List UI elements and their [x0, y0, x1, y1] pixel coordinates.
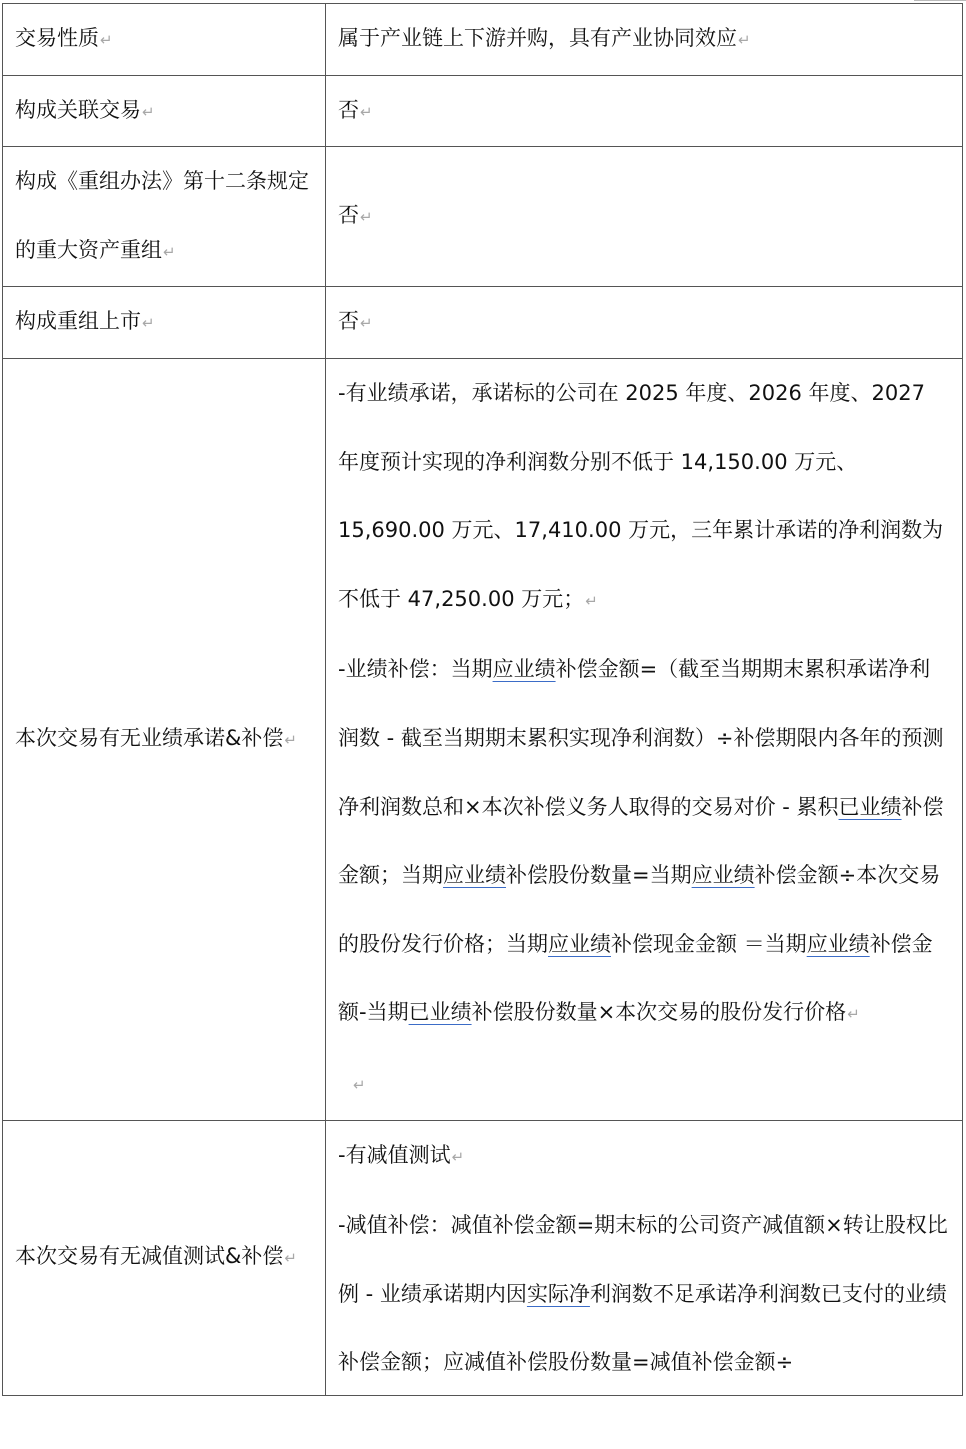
compensation-text: 补偿股份数量=当期 [506, 863, 692, 888]
row-value: 否 [338, 97, 359, 122]
underlined-term: 应业绩 [548, 931, 611, 956]
value-cell [326, 147, 963, 287]
paragraph-mark-icon: ↵ [847, 1005, 860, 1024]
impairment-content [338, 1121, 950, 1395]
compensation-text: 补偿金额-当期 [338, 931, 933, 1025]
commitment-text: -有业绩承诺，承诺标的公司在 2025 年度、2026 年度、2027 年度预计实现的净利润数分别不低于 14,150.00 万元、15,690.00 万元、17,410.00 万元，三年累计承诺的净利润数为不低于 47,250.00 万元； [338, 380, 944, 611]
label-cell [3, 358, 326, 1120]
compensation-text: 补偿金额；当期 [338, 794, 944, 888]
paragraph-mark-icon: ↵ [360, 208, 373, 227]
paragraph-mark-icon: ↵ [142, 314, 155, 333]
label-cell [3, 147, 326, 287]
row-label: 构成《重组办法》第十二条规定的重大资产重组 [15, 169, 309, 262]
compensation-paragraph [338, 635, 950, 1049]
row-label: 本次交易有无减值测试&补偿 [15, 1244, 284, 1269]
commitment-paragraph [338, 359, 950, 635]
paragraph-mark-icon: ↵ [284, 1249, 297, 1268]
paragraph-mark-icon: ↵ [360, 102, 373, 121]
table-row [3, 358, 963, 1120]
underlined-term: 应业绩 [806, 931, 870, 956]
empty-paragraph [338, 1049, 950, 1120]
row-label: 交易性质 [15, 26, 99, 50]
label-cell [3, 75, 326, 147]
row-label: 构成重组上市 [15, 309, 141, 334]
impairment-test-text: -有减值测试 [338, 1142, 451, 1167]
value-cell [326, 75, 963, 147]
page-edge-line [914, 0, 966, 1]
impairment-compensation-paragraph [338, 1191, 950, 1394]
table-row [3, 4, 963, 76]
value-cell [326, 287, 963, 359]
impairment-text: -减值补偿：减值补偿金额=期末标的公司资产减值额×转让股权比例 - 业绩承诺期内因 [338, 1213, 948, 1306]
label-cell [3, 4, 326, 76]
paragraph-mark-icon: ↵ [284, 730, 297, 749]
paragraph-mark-icon: ↵ [585, 591, 598, 610]
table-row [3, 75, 963, 147]
row-value: 属于产业链上下游并购，具有产业协同效应 [338, 26, 737, 50]
value-cell [326, 4, 963, 76]
underlined-term: 应业绩 [443, 863, 506, 888]
paragraph-mark-icon: ↵ [142, 102, 155, 121]
paragraph-mark-icon: ↵ [451, 1147, 465, 1166]
table-row [3, 1120, 963, 1395]
row-label: 本次交易有无业绩承诺&补偿 [15, 725, 284, 750]
paragraph-mark-icon: ↵ [100, 31, 113, 49]
table-row [3, 147, 963, 287]
paragraph-mark-icon: ↵ [353, 1075, 366, 1094]
row-value: 否 [338, 309, 359, 334]
underlined-term: 已业绩 [838, 794, 902, 819]
compensation-text: 补偿股份数量×本次交易的股份发行价格 [471, 1000, 847, 1025]
row-value: 否 [338, 203, 359, 228]
label-cell [3, 287, 326, 359]
paragraph-mark-icon: ↵ [360, 314, 373, 333]
paragraph-mark-icon: ↵ [738, 31, 751, 49]
value-cell [326, 1120, 963, 1395]
underlined-term: 应业绩 [691, 863, 755, 888]
value-cell [326, 358, 963, 1120]
transaction-info-table [2, 3, 963, 1396]
row-label: 构成关联交易 [15, 97, 141, 122]
paragraph-mark-icon: ↵ [163, 242, 176, 261]
compensation-text: 补偿金额=（截至当期期末累积承诺净利润数 - 截至当期期末累积实现净利润数）÷补偿期限内各年的预测净利润数总和×本次补偿义务人取得的交易对价 - 累积 [338, 657, 944, 819]
underlined-term: 已业绩 [408, 1000, 472, 1025]
label-cell [3, 1120, 326, 1395]
impairment-text: 利润数不足承诺净利润数已支付的业绩补偿金额；应减值补偿股份数量=减值补偿金额÷ [338, 1281, 947, 1375]
compensation-text: 补偿现金金额 ＝当期 [611, 931, 807, 956]
table-row [3, 287, 963, 359]
underlined-term: 实际净 [526, 1281, 590, 1306]
underlined-term: 应业绩 [492, 657, 556, 682]
compensation-text: 补偿金额÷本次交易的股份发行价格；当期 [338, 863, 941, 956]
impairment-test-paragraph [338, 1121, 950, 1192]
compensation-text: -业绩补偿：当期 [338, 657, 493, 682]
